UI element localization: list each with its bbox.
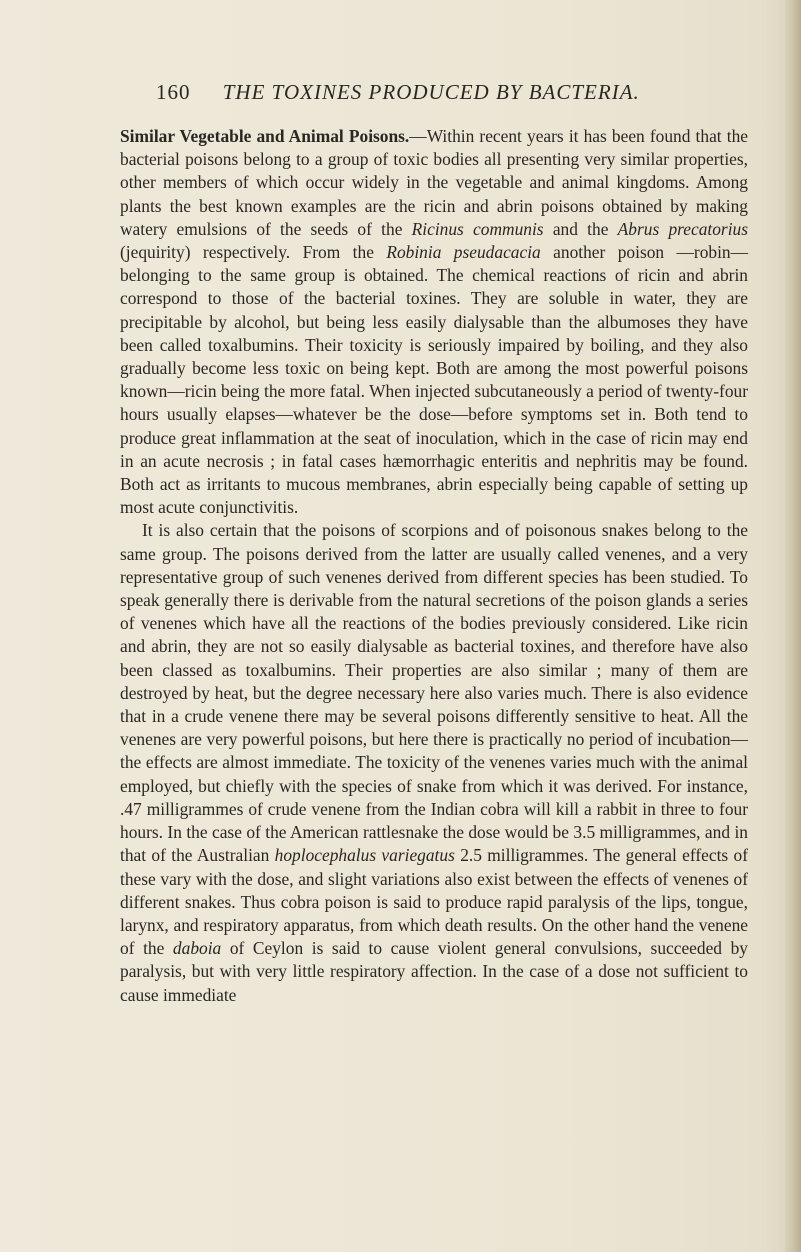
text-run: of Ceylon is said to cause violent general convulsions, succeeded by paralysis, but with very little respiratory affection. In the case of a dose not sufficient to cause immediate — [120, 938, 748, 1005]
running-title: THE TOXINES PRODUCED BY BACTERIA. — [222, 80, 640, 104]
text-run: —Within recent years it has been found that the bacterial poisons belong to a group of toxic bodies all presenting very similar properties, other members of which occur widely in the vegetable and animal kingdoms. Among plants the best known examples are the ricin and abrin poisons obtained by making watery emulsions of the seeds of the — [120, 126, 748, 239]
text-run: another poison —robin—belonging to the same group is obtained. The chemical reactions of ricin and abrin correspond to those of the bacterial toxines. They are soluble in water, they are precipitable by alcohol, but being less easily dialysable than the albumoses they have been called toxalbumins. Their toxicity is seriously impaired by boiling, and they also gradually become less toxic on being kept. Both are among the most powerful poisons known—ricin being the more fatal. When injected subcutaneously a period of twenty-four hours usually elapses—whatever be the dose—before symptoms set in. Both tend to produce great inflammation at the seat of inoculation, which in the case of ricin may end in an acute necrosis ; in fatal cases hæmorrhagic enteritis and nephritis may be found. Both act as irritants to mucous membranes, abrin especially being capable of setting up most acute conjunctivitis. — [120, 242, 749, 518]
paragraph-2 — [120, 519, 748, 1006]
species-name: Abrus precatorius — [617, 218, 748, 239]
text-run: 2.5 milligrammes. The general effects of these vary with the dose, and slight variations also exist between the effects of venenes of different snakes. Thus cobra poison is said to produce rapid paralysis of the lips, tongue, larynx, and respiratory apparatus, from which death results. On the other hand the venene of the — [120, 845, 748, 959]
species-name: daboia — [172, 938, 222, 959]
body-text — [120, 125, 748, 1007]
page-number: 160 — [156, 80, 191, 104]
page-header — [156, 80, 716, 105]
page-edge — [785, 0, 801, 1252]
paragraph-1 — [120, 125, 748, 519]
text-run: (jequirity) respectively. From the — [120, 242, 387, 263]
species-name: hoplocephalus variegatus — [274, 845, 455, 866]
species-name: Ricinus communis — [411, 218, 544, 239]
text-run: It is also certain that the poisons of scorpions and of poisonous snakes belong to the same group. The poisons derived from the latter are usually called venenes, and a very representative group of such venenes derived from different species has been studied. To speak generally there is derivable from the natural secretions of the poison glands a series of venenes which have all the reactions of the bodies previously considered. Like ricin and abrin, they are not so easily dialysable as bacterial toxines, and therefore have also been classed as toxalbumins. Their properties are also similar ; many of them are destroyed by heat, but the degree necessary here also varies much. There is also evidence that in a crude venene there may be several poisons differently sensitive to heat. All the venenes are very powerful poisons, but here there is practically no period of incubation—the effects are almost immediate. The toxicity of the venenes varies much with the animal employed, but chiefly with the species of snake from which it was derived. For instance, .47 milligrammes of crude venene from the Indian cobra will kill a rabbit in three to four hours. In the case of the American rattlesnake the dose would be 3.5 milligrammes, and in that of the Australian — [120, 520, 748, 866]
species-name: Robinia pseudacacia — [386, 242, 541, 263]
text-run: and the — [543, 218, 618, 239]
section-heading: Similar Vegetable and Animal Poisons. — [120, 126, 410, 146]
